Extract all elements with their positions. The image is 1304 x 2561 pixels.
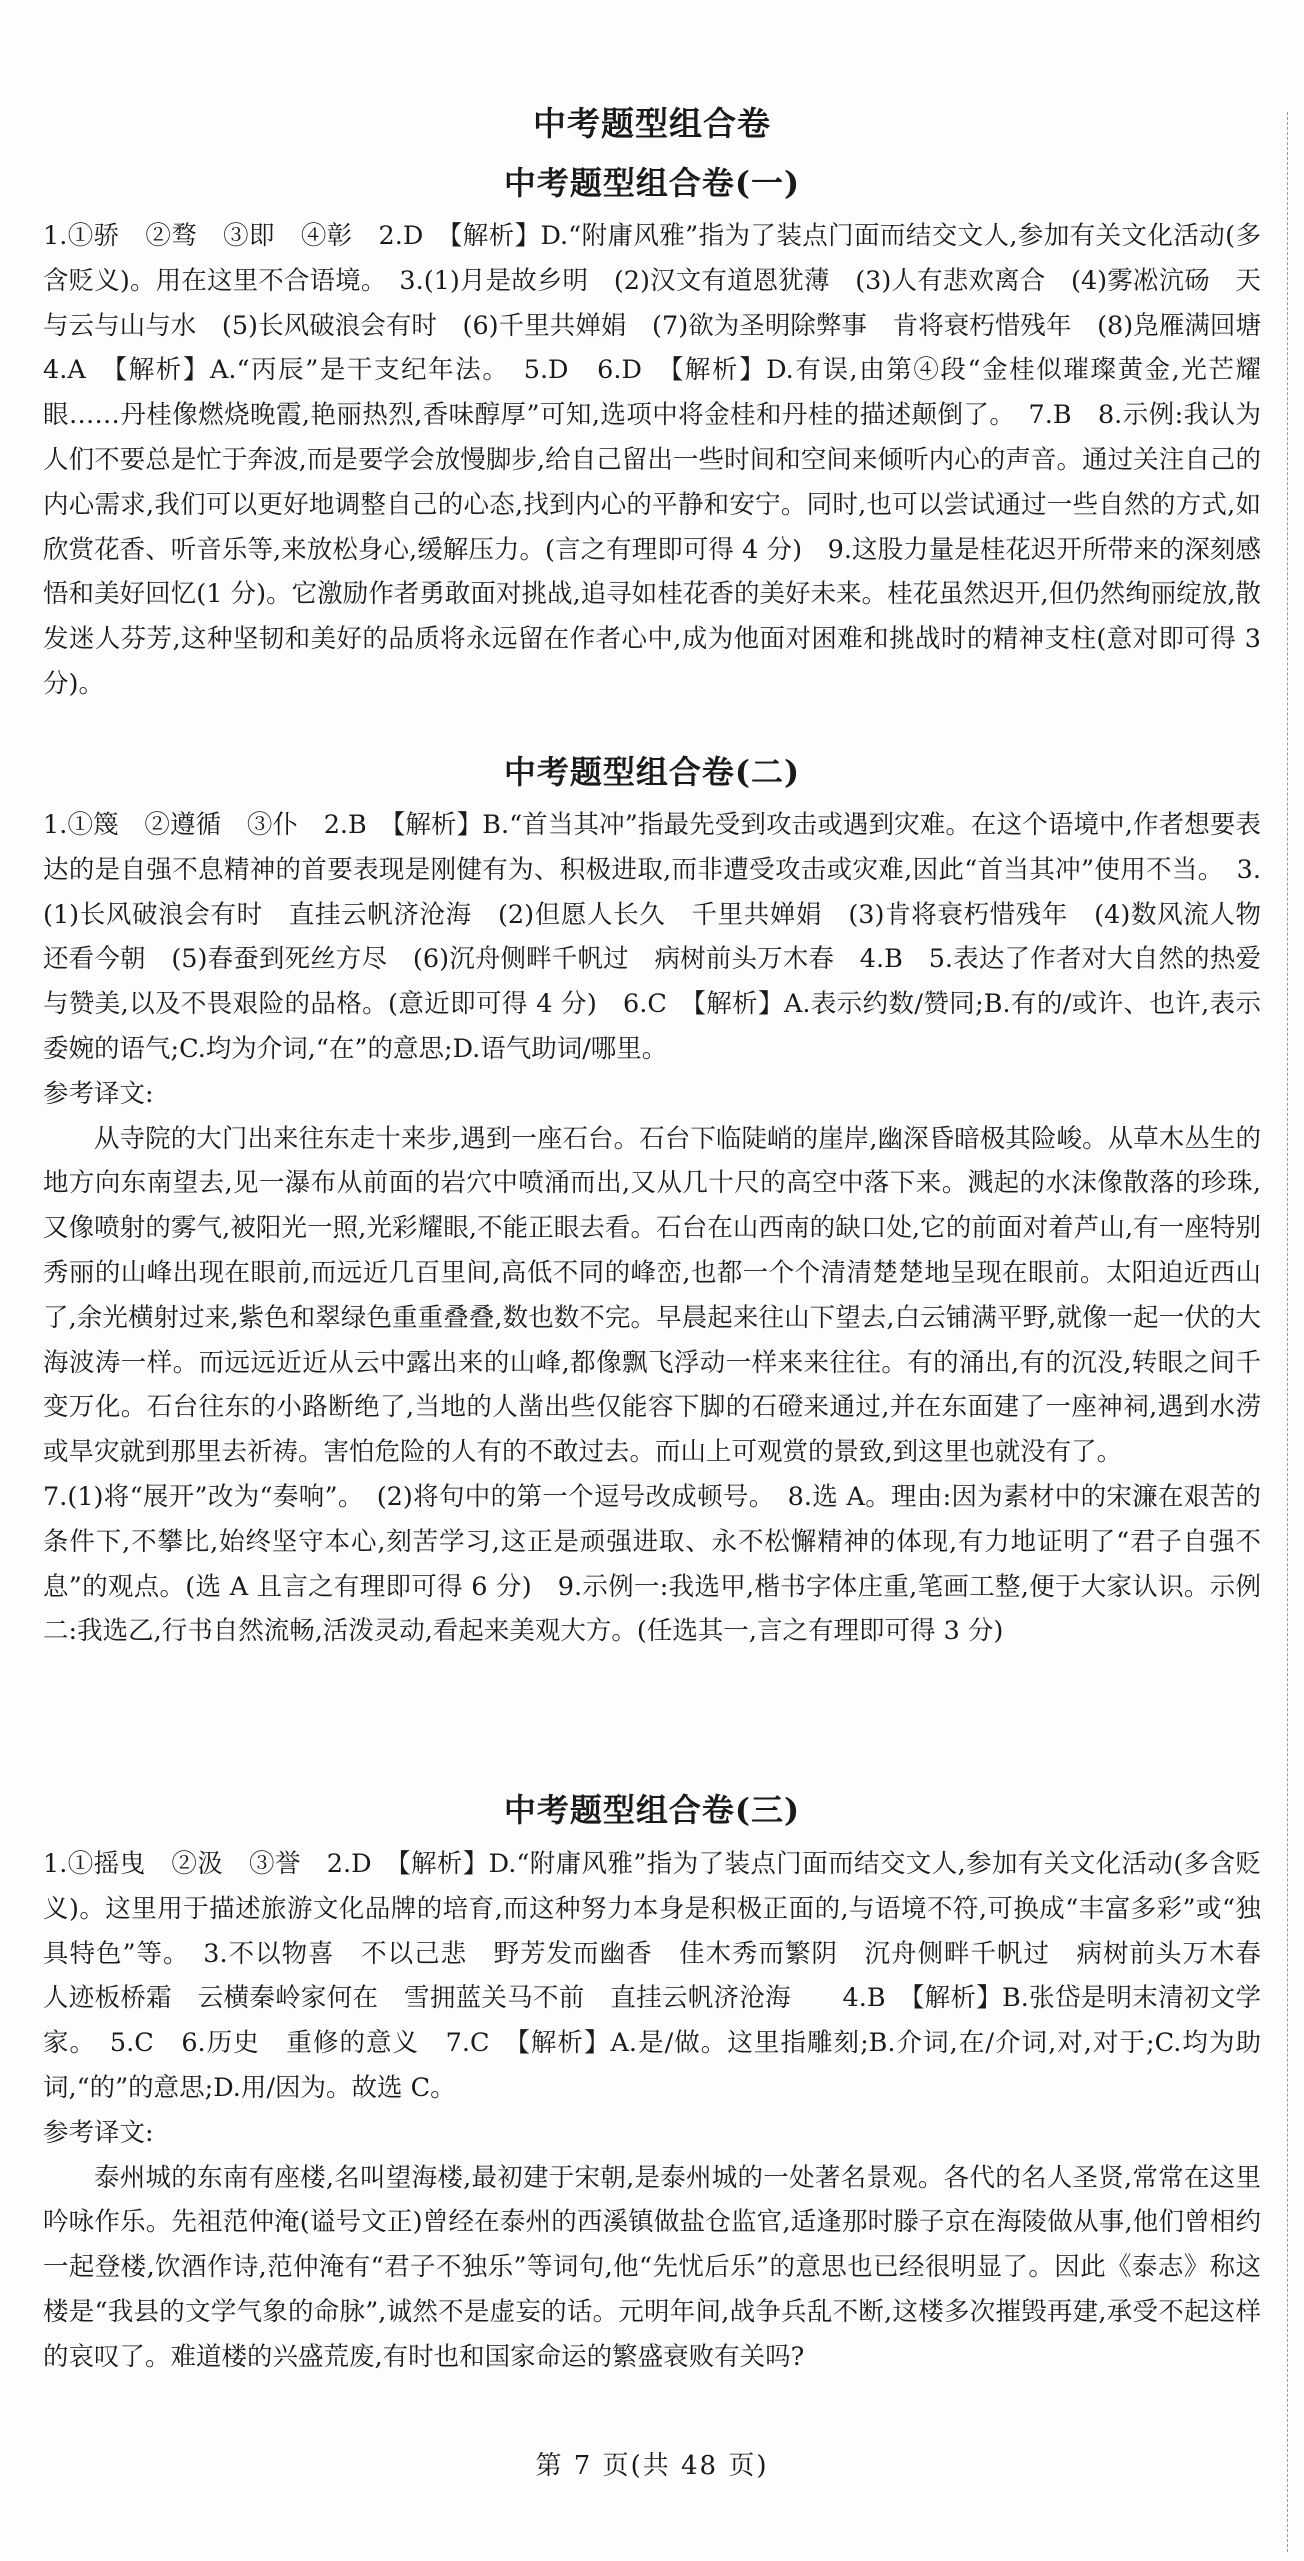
main-title: 中考题型组合卷 bbox=[533, 104, 771, 143]
page-number-footer: 第 7 页(共 48 页) bbox=[535, 2451, 769, 2481]
section-1-body bbox=[43, 214, 1287, 707]
section-3-answers: 1.①摇曳 ②汲 ③誉 2.D 【解析】D.“附庸风雅”指为了装点门面而结交文人,参加有关文化活动(多含贬义)。这里用于描述旅游文化品牌的培育,而这种努力本身是积极正面的,与语境不符,可换成“丰富多彩”或“独具特色”等。 3.不以物喜 不以己悲 野芳发而幽香 佳木秀而繁阴 沉舟侧畔千帆过 病树前头万木春 人迹板桥霜 云横秦岭家何在 雪拥蓝关马不前 直挂云帆济沧海 4.B 【解析】B.张岱是明末清初文学家。 5.C 6.历史 重修的意义 7.C 【解析】A.是/做。这里指雕刻;B.介词,在/介词,对,对于;C.均为助词,“的”的意思;D.用/因为。故选 C。 bbox=[43, 1849, 1287, 2103]
section-1-answers: 1.①骄 ②骛 ③即 ④彰 2.D 【解析】D.“附庸风雅”指为了装点门面而结交文人,参加有关文化活动(多含贬义)。用在这里不合语境。 3.(1)月是故乡明 (2)汉文有道恩犹薄 (3)人有悲欢离合 (4)雾凇沆砀 天与云与山与水 (5)长风破浪会有时 (6)千里共婵娟 (7)欲为圣明除弊事 肯将衰朽惜残年 (8)凫雁满回塘 4.A 【解析】A.“丙辰”是干支纪年法。 5.D 6.D 【解析】D.有误,由第④段“金桂似璀璨黄金,光芒耀眼……丹桂像燃烧晚霞,艳丽热烈,香味醇厚”可知,选项中将金桂和丹桂的描述颠倒了。 7.B 8.示例:我认为人们不要总是忙于奔波,而是要学会放慢脚步,给自己留出一些时间和空间来倾听内心的声音。通过关注自己的内心需求,我们可以更好地调整自己的心态,找到内心的平静和安宁。同时,也可以尝试通过一些自然的方式,如欣赏花香、听音乐等,来放松身心,缓解压力。(言之有理即可得 4 分) 9.这股力量是桂花迟开所带来的深刻感悟和美好回忆(1 分)。它激励作者勇敢面对挑战,追寻如桂花香的美好未来。桂花虽然迟开,但仍然绚丽绽放,散发迷人芬芳,这种坚韧和美好的品质将永远留在作者心中,成为他面对困难和挑战时的精神支柱(意对即可得 3 分)。 bbox=[43, 221, 1287, 699]
section-title-3: 中考题型组合卷(三) bbox=[503, 1791, 801, 1829]
section-2-answers: 1.①篾 ②遵循 ③仆 2.B 【解析】B.“首当其冲”指最先受到攻击或遇到灾难。在这个语境中,作者想要表达的是自强不息精神的首要表现是刚健有为、积极进取,而非遭受攻击或灾难,因此“首当其冲”使用不当。 3.(1)长风破浪会有时 直挂云帆济沧海 (2)但愿人长久 千里共婵娟 (3)肯将衰朽惜残年 (4)数风流人物 还看今朝 (5)春蚕到死丝方尽 (6)沉舟侧畔千帆过 病树前头万木春 4.B 5.表达了作者对大自然的热爱与赞美,以及不畏艰险的品格。(意近即可得 4 分) 6.C 【解析】A.表示约数/赞同;B.有的/或许、也许,表示委婉的语气;C.均为介词,“在”的意思;D.语气助词/哪里。 bbox=[43, 810, 1287, 1064]
section-3-translation-label: 参考译文: bbox=[43, 2117, 154, 2148]
dashed-cut-line bbox=[1287, 112, 1288, 2552]
section-2-answers-after: 7.(1)将“展开”改为“奏响”。 (2)将句中的第一个逗号改成顿号。 8.选 A。理由:因为素材中的宋濂在艰苦的条件下,不攀比,始终坚守本心,刻苦学习,这正是顽强进取、永不松懈精神的体现,有力地证明了“君子自强不息”的观点。(选 A 且言之有理即可得 6 分) 9.示例一:我选甲,楷书字体庄重,笔画工整,便于大家认识。示例二:我选乙,行书自然流畅,活泼灵动,看起来美观大方。(任选其一,言之有理即可得 3 分) bbox=[43, 1481, 1261, 1647]
section-2-body bbox=[43, 803, 1287, 1654]
section-2-translation-label: 参考译文: bbox=[43, 1078, 154, 1109]
section-title-2: 中考题型组合卷(二) bbox=[503, 753, 801, 791]
section-3-body bbox=[43, 1842, 1287, 2380]
section-3-translation: 泰州城的东南有座楼,名叫望海楼,最初建于宋朝,是泰州城的一处著名景观。各代的名人圣贤,常常在这里吟咏作乐。先祖范仲淹(谥号文正)曾经在泰州的西溪镇做盐仓监官,适逢那时滕子京在海陵做从事,他们曾相约一起登楼,饮酒作诗,范仲淹有“君子不独乐”等词句,他“先忧后乐”的意思也已经很明显了。因此《泰志》称这楼是“我县的文学气象的命脉”,诚然不是虚妄的话。元明年间,战争兵乱不断,这楼多次摧毁再建,承受不起这样的哀叹了。难道楼的兴盛荒废,有时也和国家命运的繁盛衰败有关吗? bbox=[43, 2162, 1261, 2372]
section-2-translation: 从寺院的大门出来往东走十来步,遇到一座石台。石台下临陡峭的崖岸,幽深昏暗极其险峻。从草木丛生的地方向东南望去,见一瀑布从前面的岩穴中喷涌而出,又从几十尺的高空中落下来。溅起的水沫像散落的珍珠,又像喷射的雾气,被阳光一照,光彩耀眼,不能正眼去看。石台在山西南的缺口处,它的前面对着芦山,有一座特别秀丽的山峰出现在眼前,而远近几百里间,高低不同的峰峦,也都一个个清清楚楚地呈现在眼前。太阳迫近西山了,余光横射过来,紫色和翠绿色重重叠叠,数也数不完。早晨起来往山下望去,白云铺满平野,就像一起一伏的大海波涛一样。而远远近近从云中露出来的山峰,都像飘飞浮动一样来来往往。有的涌出,有的沉没,转眼之间千变万化。石台往东的小路断绝了,当地的人凿出些仅能容下脚的石磴来通过,并在东面建了一座神祠,遇到水涝或旱灾就到那里去祈祷。害怕危险的人有的不敢过去。而山上可观赏的景致,到这里也就没有了。 bbox=[43, 1123, 1262, 1468]
section-title-1: 中考题型组合卷(一) bbox=[503, 164, 801, 202]
